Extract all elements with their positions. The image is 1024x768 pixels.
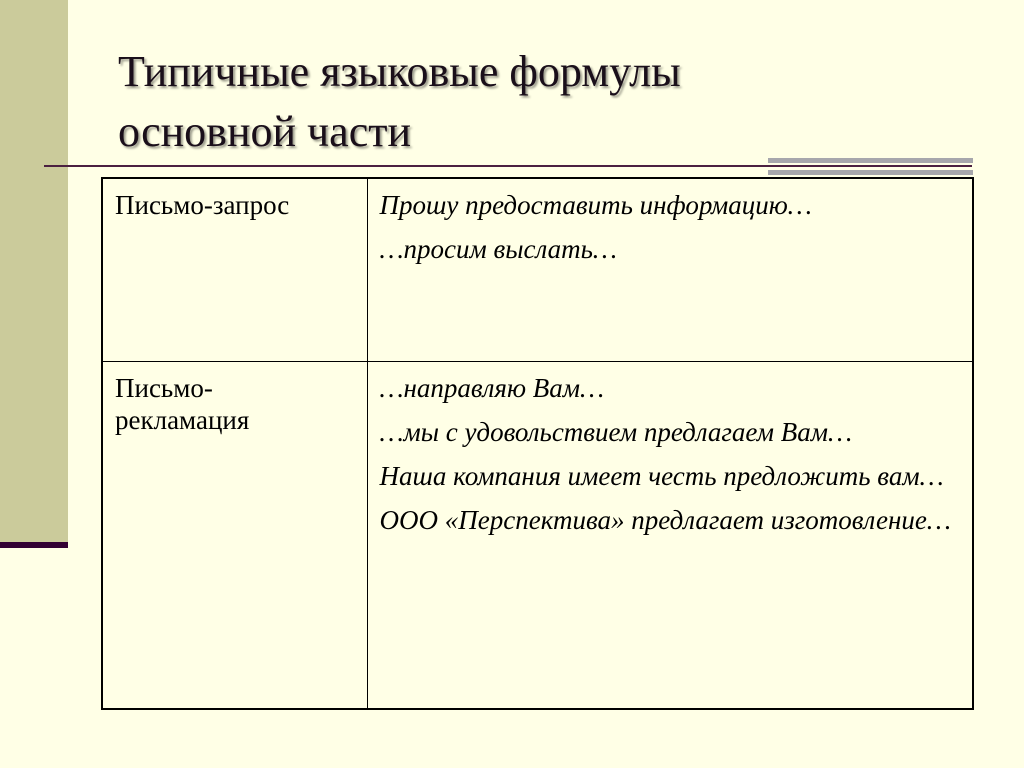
corner-stripes [768, 158, 973, 178]
phrase: Наша компания имеет честь предложить вам… [379, 460, 944, 491]
stripe-top [768, 158, 973, 163]
phrase: …направляю Вам… [379, 372, 604, 403]
letter-type-label-line-1: Письмо- [115, 372, 213, 403]
stripe-bottom [768, 170, 973, 175]
table-row [102, 361, 973, 709]
phrase: …просим выслать… [379, 234, 617, 264]
letter-type-label: Письмо-запрос [115, 190, 290, 220]
slide-title-line-1: Типичные языковые формулы [118, 47, 681, 96]
phrase: Прошу предоставить информацию… [379, 190, 812, 220]
slide-title-line-2: основной части [118, 107, 412, 156]
letter-type-cell [102, 178, 367, 361]
phrase: ООО «Перспектива» предлагает изготовление… [379, 504, 951, 535]
slide-title [118, 42, 978, 162]
formulas-table [101, 177, 974, 710]
letter-type-label-line-2: рекламация [115, 404, 250, 435]
phrases-cell [367, 178, 973, 361]
table-row [102, 178, 973, 361]
phrase: …мы с удовольствием предлагаем Вам… [379, 416, 852, 447]
side-decor-bar [0, 0, 68, 546]
letter-type-cell [102, 361, 367, 709]
phrases-cell [367, 361, 973, 709]
side-accent-line [0, 542, 68, 548]
